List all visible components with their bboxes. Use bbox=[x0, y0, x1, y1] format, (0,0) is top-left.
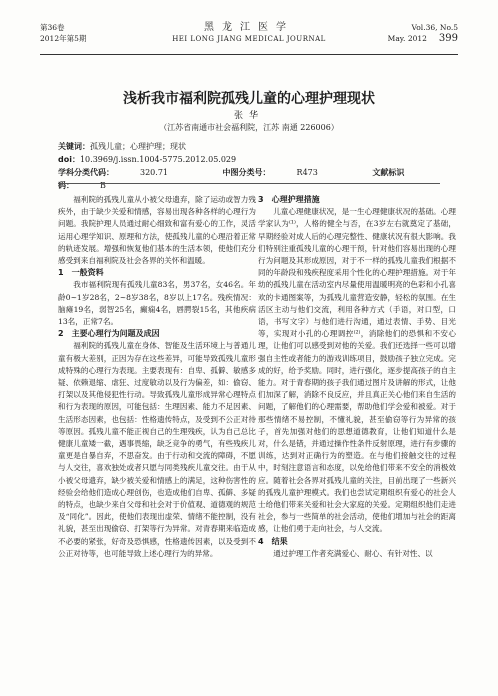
classification-row bbox=[58, 166, 440, 192]
section-heading-3: 3 心理护理措施 bbox=[258, 195, 320, 204]
page-number: 399 bbox=[438, 33, 458, 44]
author: 张华 bbox=[233, 111, 264, 121]
doc-label: 文献标识码： bbox=[58, 168, 405, 190]
volume-en: Vol.36, No.5 bbox=[411, 23, 458, 32]
affiliation: （江苏省南通市社会福利院，江苏 南通 226006） bbox=[159, 123, 339, 132]
right-column bbox=[258, 194, 456, 560]
article-title: 浅析我市福利院孤残儿童的心理护理现状 bbox=[123, 91, 375, 107]
doi-label: doi： bbox=[58, 155, 80, 164]
keywords-row bbox=[58, 140, 440, 153]
date-en: May. 2012 bbox=[387, 34, 427, 43]
section-3-paragraph: 儿童心理健康状况，是一生心理健康状况的基础。心理学家认为⁽¹⁾，人格的健全与否，在3岁左右就奠定了基础，早期经验对成人后的心理完整性、健康状况有很大影响。我们特别注重孤残儿童的心理干预，针对他们容易出现的心理行为问题及其形成原因，对于不一样的孤残儿童我们根据不同的年龄段和残疾程度采用个性化的心理护理措施。对于年幼的孤残儿童在活动室内尽量使用温暖明亮的色彩和小孔喜欢的卡通图案等，为孤残儿童营造安静，轻松的氛围。在生活区主动与他们交流，利用各种方式（手语，对口型，口语，书写文字）与他们进行沟通，通过表情、手势、目光等，实现对小孔的心理调控⁽²⁾，消除他们的恐惧和不安心理，让他们可以感受到对他的关爱。我们还选择一些可以增强自主性或者能力的游戏训练项目，鼓励孩子独立完成。完成的好，给予奖励。同时，进行强化，逐步提高孩子的自主能力。对于青春期的孩子我们通过图片及讲解的形式，让他们加深了解，消除不良反应，并且真正关心他们来自生活的问题，了解他们的心理需要，帮助他们学会爱和被爱。对于那些情绪不易控制，不懂礼貌，甚至偷窃等行为异常的孩子，首先加强对他们的思想道德教育，让他们知道什么是对，什么是错，并通过操作性条件反射原理，进行有步骤的训练，达到对正确行为的塑造。在与他们接触交往的过程中，时刻注意语言和态度，以免给他们带来不安全的消极效应。随着社会各界对孤残儿童的关注，目前出现了一些新兴的孤残儿童护理模式。我们也尝试定期组织有爱心的社会人士给他们带来关爱和社会大家庭的关爱。定期组织他们走进社会，参与一些简单的社会活动，使他们增加与社会的距离感，让他们勇于走向社会，与人交流。 bbox=[258, 207, 456, 534]
page-header bbox=[40, 22, 458, 52]
keywords: 孤残儿童；心理护理；现状 bbox=[90, 142, 186, 151]
doc-code: B bbox=[100, 181, 106, 190]
intro-paragraph: 福利院的孤残儿童从小被父母遗弃，除了运动或智力残疾外，由于缺少关爱和情感，容易出现各种各样的心理行为问题。我院护理人员通过耐心细致和富有爱心的工作，灵活运用心理学知识、原理和方法，使孤残儿童的心理沿着正常的轨迹发展。增强和恢复他们基本的生活本领，使他们充分感受到来自福利院及社会各界的关怀和温暖。 bbox=[58, 195, 256, 266]
section-1-paragraph: 我市福利院现有孤残儿童83名，男37名，女46名。年龄0~1岁28名，2~8岁38名，8岁以上17名。残疾情况：脑瘫19名，弱智25名，癫痫4名，唇腭裂15名，其他疾病13名，正常7名。 bbox=[58, 280, 256, 327]
header-right bbox=[388, 22, 458, 44]
header-rule bbox=[40, 54, 458, 55]
section-4-paragraph: 通过护理工作者充满爱心、耐心、有针对性、以 bbox=[273, 548, 433, 558]
left-column bbox=[58, 194, 256, 560]
section-heading-2: 2 主要心理行为问题及成因 bbox=[58, 329, 160, 339]
meta-rule bbox=[58, 183, 440, 184]
journal-name-en: HEI LONG JIANG MEDICAL JOURNAL bbox=[172, 35, 326, 43]
section-2-paragraph: 福利院的孤残儿童在身体、智能及生活环境上与普通儿童有极大差别，正因为存在这些差异，可能导致孤残儿童形成特殊的心理行为表现。主要表现有：自卑、孤僻、敏感多疑、依赖退缩、虐狂、过度敏动以及行为偏差，如：偷窃、打架以及其他侵犯性行动。导致孤残儿童形成异常心理特点和行为表现的原因，可能包括：生理因素、能力不足因素、生活形态因素，也包括：性格遗传特点，及受到不公正对待等原因。孤残儿童不能正视自己的生理残疾，认为自己总比健康儿童矮一截，遇事畏缩，缺乏竞争的勇气，有些残疾儿童更是自暴自弃，不思奋发。由于行动和交流的障碍，不愿与人交往，喜欢独处或者只愿与同类残疾儿童交往。由于从小被父母遗弃，缺少被关爱和情感上的满足，这种伤害性的经验会给他们造成心理创伤，也造成他们自卑、孤僻、多疑的特点，也缺少来自父母和社会对于价值观、道德观的规范及“同化”。因此，使他们表现出虚荣、情绪不能控制，没有礼貌，甚至出现偷窃、打架等行为异常。对青春期来临造成不必要的紧张，好奇及恐惧感，性格遗传因素，以及受到不公正对待等，也可能导致上述心理行为的异常。 bbox=[58, 341, 256, 558]
clc-code: 320.71 bbox=[140, 168, 168, 177]
date-cn: 2012年第5期 bbox=[40, 34, 87, 43]
article-meta bbox=[58, 140, 440, 192]
doi: 10.3969/j.issn.1004-5775.2012.05.029 bbox=[79, 155, 237, 164]
journal-name-cn: 黑龙江医学 bbox=[204, 22, 294, 33]
clc-label: 学科分类代码： bbox=[58, 168, 114, 177]
cls-label: 中图分类号： bbox=[222, 168, 271, 177]
cls-code: R473 bbox=[296, 168, 318, 177]
volume-cn: 第36卷 bbox=[40, 23, 65, 32]
doi-row bbox=[58, 153, 440, 166]
keywords-label: 关键词： bbox=[58, 142, 90, 151]
section-heading-4: 4 结果 bbox=[258, 536, 288, 546]
section-heading-1: 1 一般资料 bbox=[58, 268, 104, 278]
